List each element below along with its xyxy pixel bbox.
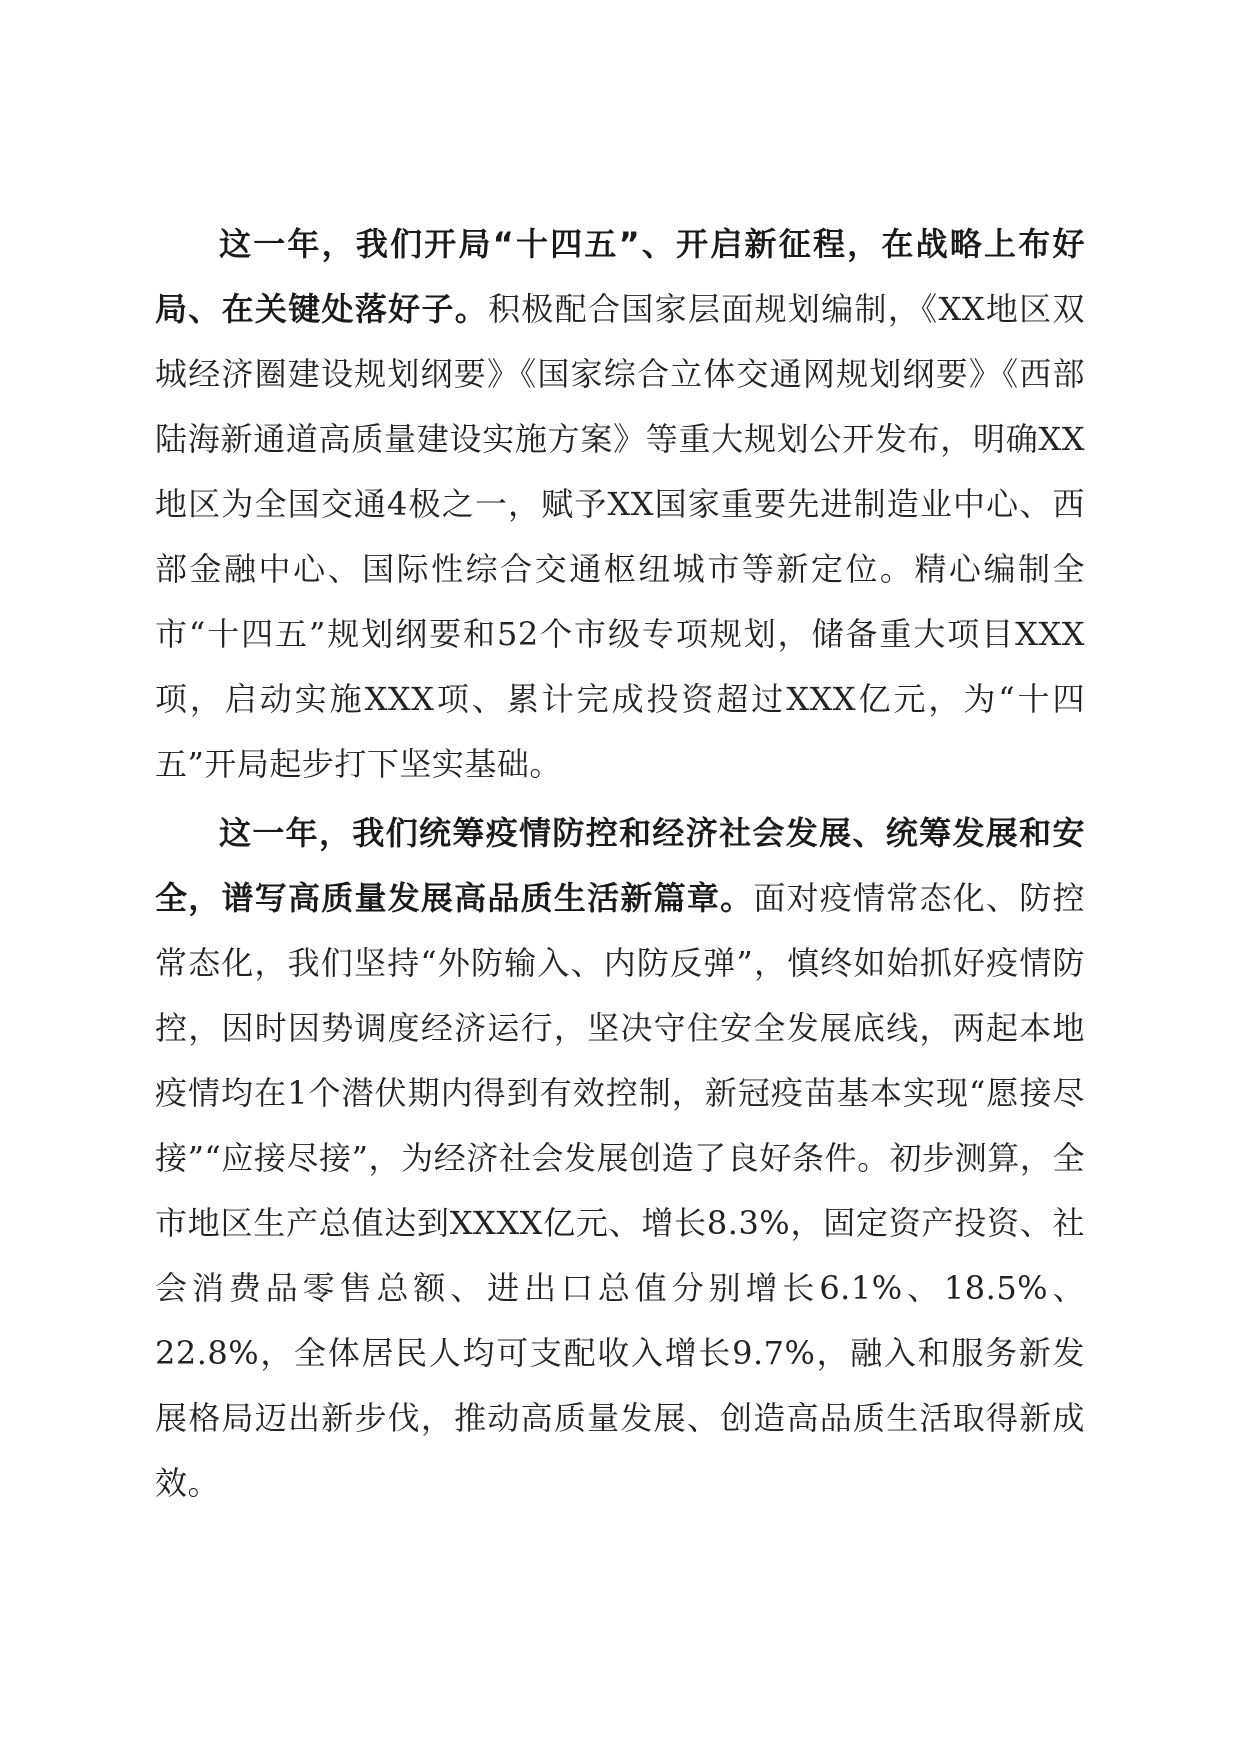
paragraph-lead: 这一年，我们统筹疫情防控和经济社会发展、统筹发展和安全，谱写高质量发展高品质生活新篇章。 <box>155 814 1085 917</box>
document-page <box>155 212 1085 1520</box>
paragraph-epidemic-development <box>155 801 1085 1516</box>
paragraph-body: 面对疫情常态化、防控常态化，我们坚持“外防输入、内防反弹”，慎终如始抓好疫情防控，因时因势调度经济运行，坚决守住安全发展底线，两起本地疫情均在1个潜伏期内得到有效控制，新冠疫苗基本实现“愿接尽接”“应接尽接”，为经济社会发展创造了良好条件。初步测算，全市地区生产总值达到XXXX亿元、增长8.3%，固定资产投资、社会消费品零售总额、进出口总值分别增长6.1%、18.5%、22.8%，全体居民人均可支配收入增长9.7%，融入和服务新发展格局迈出新步伐，推动高质量发展、创造高品质生活取得新成效。 <box>155 879 1085 1502</box>
paragraph-strategy <box>155 212 1085 797</box>
paragraph-body: 积极配合国家层面规划编制，《XX地区双城经济圈建设规划纲要》《国家综合立体交通网规划纲要》《西部陆海新通道高质量建设实施方案》等重大规划公开发布，明确XX地区为全国交通4极之一，赋予XX国家重要先进制造业中心、西部金融中心、国际性综合交通枢纽城市等新定位。精心编制全市“十四五”规划纲要和52个市级专项规划，储备重大项目XXX项，启动实施XXX项、累计完成投资超过XXX亿元，为“十四五”开局起步打下坚实基础。 <box>155 290 1085 783</box>
paragraph-lead: 这一年，我们开局“十四五”、开启新征程，在战略上布好局、在关键处落好子。 <box>155 225 1085 328</box>
